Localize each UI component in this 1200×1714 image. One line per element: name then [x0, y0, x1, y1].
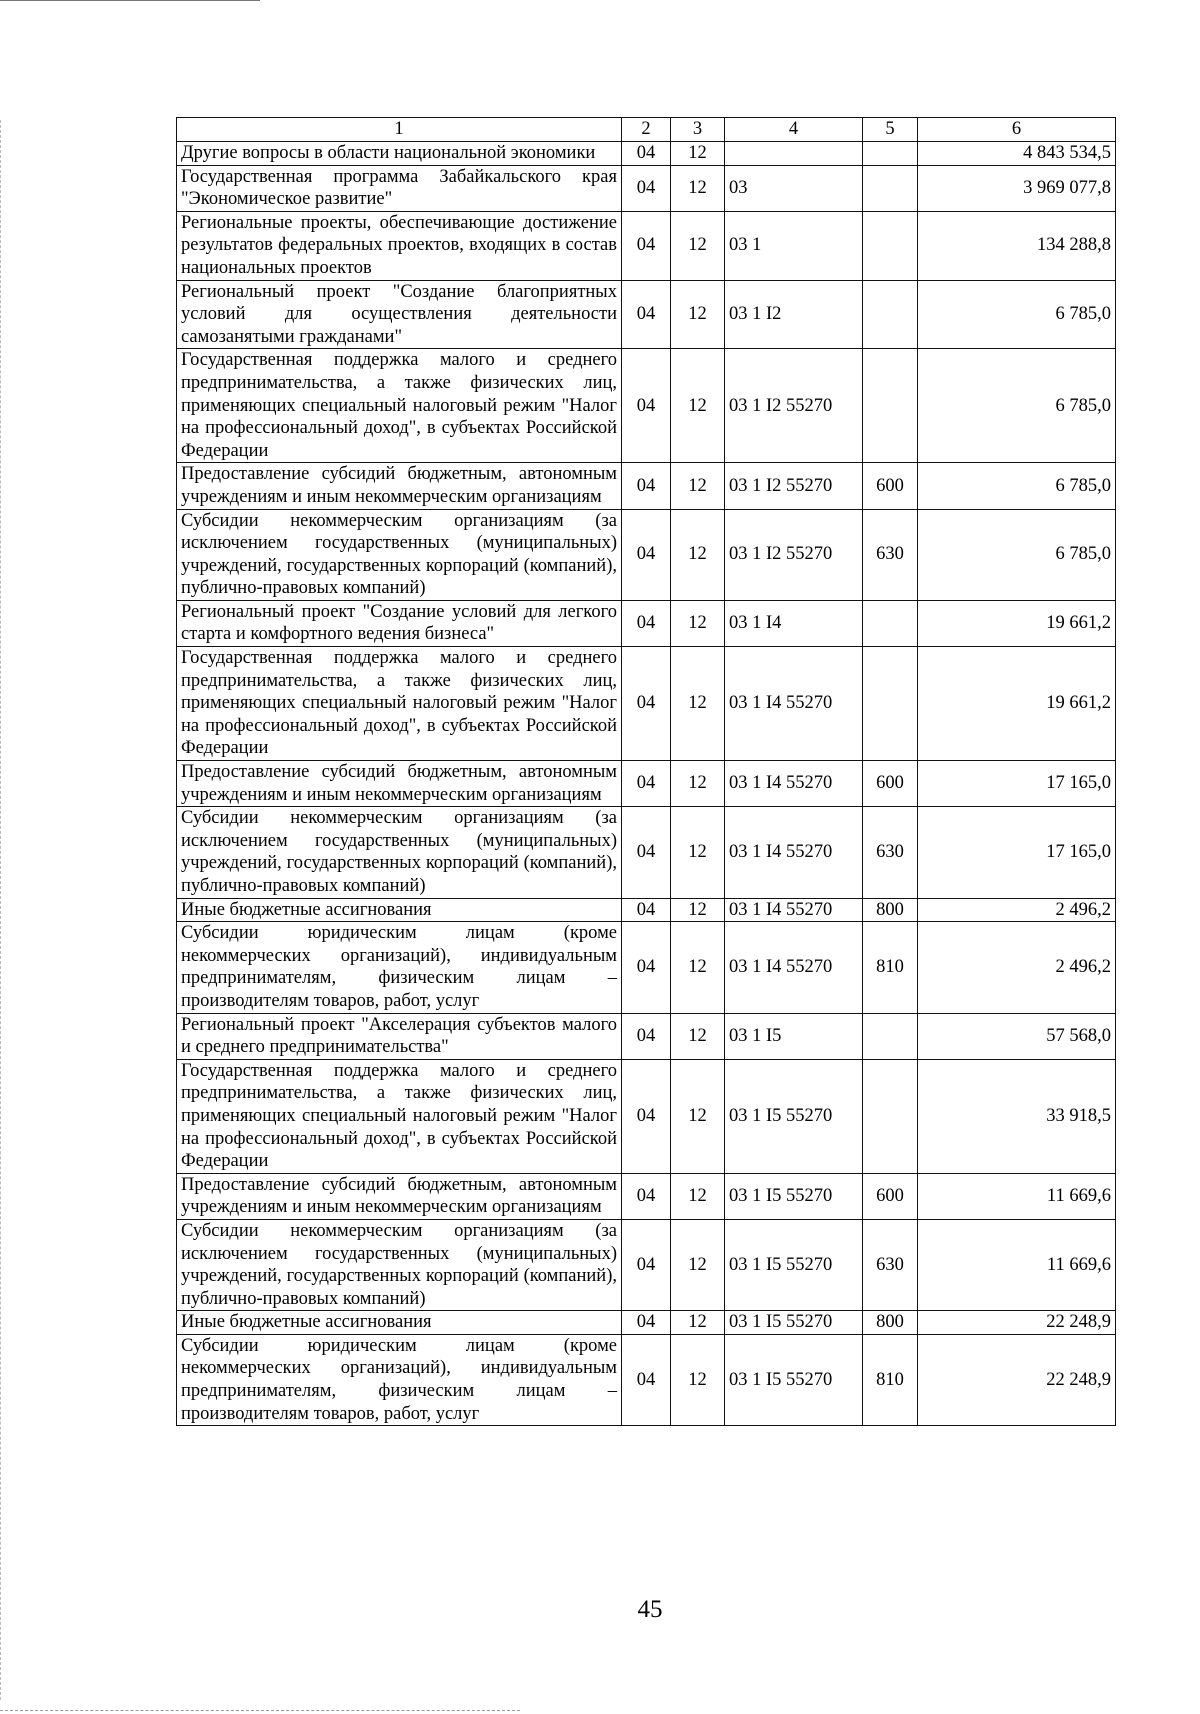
table-row: [177, 349, 1116, 463]
section-code-cell: 04: [622, 280, 671, 349]
subsection-code-cell: 12: [671, 349, 725, 463]
amount-cell: 33 918,5: [918, 1059, 1116, 1173]
expense-type-cell: [863, 647, 918, 761]
section-code-cell: 04: [622, 165, 671, 211]
column-header: 4: [725, 118, 863, 142]
expense-type-cell: 800: [863, 1311, 918, 1335]
row-name-cell: Предоставление субсидий бюджетным, автономным учреждениям и иным некоммерческим организациям: [177, 761, 622, 807]
table-body: [177, 142, 1116, 1426]
section-code-cell: 04: [622, 898, 671, 922]
budget-table: [176, 117, 1116, 1426]
row-name-cell: Государственная поддержка малого и среднего предпринимательства, а также физических лиц, применяющих специальный налоговый режим "Налог на профессиональный доход", в субъектах Российской Федерации: [177, 1059, 622, 1173]
expense-type-cell: [863, 280, 918, 349]
table-row: [177, 142, 1116, 166]
amount-cell: 11 669,6: [918, 1219, 1116, 1310]
amount-cell: 6 785,0: [918, 280, 1116, 349]
column-header: 2: [622, 118, 671, 142]
section-code-cell: 04: [622, 1059, 671, 1173]
section-code-cell: 04: [622, 647, 671, 761]
target-article-cell: 03 1 I4: [725, 600, 863, 646]
column-header: 5: [863, 118, 918, 142]
subsection-code-cell: 12: [671, 1013, 725, 1059]
table-row: [177, 761, 1116, 807]
amount-cell: 2 496,2: [918, 922, 1116, 1013]
row-name-cell: Предоставление субсидий бюджетным, автономным учреждениям и иным некоммерческим организациям: [177, 463, 622, 509]
expense-type-cell: [863, 1059, 918, 1173]
table-header-row: [177, 118, 1116, 142]
amount-cell: 6 785,0: [918, 349, 1116, 463]
subsection-code-cell: 12: [671, 211, 725, 280]
expense-type-cell: [863, 211, 918, 280]
table-row: [177, 898, 1116, 922]
expense-type-cell: [863, 142, 918, 166]
table-row: [177, 1311, 1116, 1335]
row-name-cell: Региональные проекты, обеспечивающие достижение результатов федеральных проектов, входящих в состав национальных проектов: [177, 211, 622, 280]
target-article-cell: 03 1 I5 55270: [725, 1334, 863, 1425]
subsection-code-cell: 12: [671, 922, 725, 1013]
table-row: [177, 1013, 1116, 1059]
table-row: [177, 509, 1116, 600]
target-article-cell: 03: [725, 165, 863, 211]
amount-cell: 6 785,0: [918, 509, 1116, 600]
expense-type-cell: 630: [863, 1219, 918, 1310]
table-row: [177, 463, 1116, 509]
target-article-cell: 03 1 I5: [725, 1013, 863, 1059]
row-name-cell: Региональный проект "Создание условий для легкого старта и комфортного ведения бизнеса": [177, 600, 622, 646]
target-article-cell: 03 1 I2 55270: [725, 509, 863, 600]
table-row: [177, 211, 1116, 280]
expense-type-cell: [863, 600, 918, 646]
row-name-cell: Региональный проект "Создание благоприятных условий для осуществления деятельности самозанятыми гражданами": [177, 280, 622, 349]
subsection-code-cell: 12: [671, 1219, 725, 1310]
expense-type-cell: 630: [863, 807, 918, 898]
column-header: 3: [671, 118, 725, 142]
subsection-code-cell: 12: [671, 1311, 725, 1335]
table-row: [177, 807, 1116, 898]
column-header: 1: [177, 118, 622, 142]
target-article-cell: 03 1 I2 55270: [725, 349, 863, 463]
amount-cell: 17 165,0: [918, 761, 1116, 807]
subsection-code-cell: 12: [671, 1059, 725, 1173]
subsection-code-cell: 12: [671, 142, 725, 166]
scan-edge-line: [0, 1710, 520, 1711]
row-name-cell: Государственная программа Забайкальского края "Экономическое развитие": [177, 165, 622, 211]
section-code-cell: 04: [622, 142, 671, 166]
section-code-cell: 04: [622, 463, 671, 509]
expense-type-cell: [863, 1013, 918, 1059]
target-article-cell: 03 1 I4 55270: [725, 898, 863, 922]
amount-cell: 2 496,2: [918, 898, 1116, 922]
subsection-code-cell: 12: [671, 761, 725, 807]
subsection-code-cell: 12: [671, 1334, 725, 1425]
expense-type-cell: [863, 349, 918, 463]
table-row: [177, 922, 1116, 1013]
amount-cell: 3 969 077,8: [918, 165, 1116, 211]
section-code-cell: 04: [622, 211, 671, 280]
subsection-code-cell: 12: [671, 509, 725, 600]
section-code-cell: 04: [622, 1311, 671, 1335]
expense-type-cell: 600: [863, 761, 918, 807]
target-article-cell: 03 1: [725, 211, 863, 280]
section-code-cell: 04: [622, 509, 671, 600]
subsection-code-cell: 12: [671, 1173, 725, 1219]
table-row: [177, 647, 1116, 761]
table-row: [177, 1219, 1116, 1310]
row-name-cell: Региональный проект "Акселерация субъектов малого и среднего предпринимательства": [177, 1013, 622, 1059]
amount-cell: 4 843 534,5: [918, 142, 1116, 166]
target-article-cell: 03 1 I5 55270: [725, 1311, 863, 1335]
row-name-cell: Другие вопросы в области национальной экономики: [177, 142, 622, 166]
expense-type-cell: 810: [863, 1334, 918, 1425]
row-name-cell: Иные бюджетные ассигнования: [177, 898, 622, 922]
row-name-cell: Субсидии некоммерческим организациям (за исключением государственных (муниципальных) учреждений, государственных корпораций (компаний), публично-правовых компаний): [177, 509, 622, 600]
target-article-cell: 03 1 I5 55270: [725, 1059, 863, 1173]
page-number: 45: [637, 1596, 663, 1623]
amount-cell: 19 661,2: [918, 600, 1116, 646]
subsection-code-cell: 12: [671, 600, 725, 646]
row-name-cell: Иные бюджетные ассигнования: [177, 1311, 622, 1335]
section-code-cell: 04: [622, 1013, 671, 1059]
target-article-cell: 03 1 I2: [725, 280, 863, 349]
amount-cell: 19 661,2: [918, 647, 1116, 761]
section-code-cell: 04: [622, 1173, 671, 1219]
section-code-cell: 04: [622, 1219, 671, 1310]
target-article-cell: 03 1 I4 55270: [725, 922, 863, 1013]
table-row: [177, 1334, 1116, 1425]
row-name-cell: Субсидии юридическим лицам (кроме некоммерческих организаций), индивидуальным предпринимателям, физическим лицам – производителям товаров, работ, услуг: [177, 922, 622, 1013]
row-name-cell: Предоставление субсидий бюджетным, автономным учреждениям и иным некоммерческим организациям: [177, 1173, 622, 1219]
section-code-cell: 04: [622, 600, 671, 646]
amount-cell: 17 165,0: [918, 807, 1116, 898]
target-article-cell: [725, 142, 863, 166]
row-name-cell: Государственная поддержка малого и среднего предпринимательства, а также физических лиц, применяющих специальный налоговый режим "Налог на профессиональный доход", в субъектах Российской Федерации: [177, 647, 622, 761]
amount-cell: 11 669,6: [918, 1173, 1116, 1219]
section-code-cell: 04: [622, 349, 671, 463]
table-row: [177, 1173, 1116, 1219]
scan-edge-line: [0, 0, 260, 1]
column-header: 6: [918, 118, 1116, 142]
amount-cell: 134 288,8: [918, 211, 1116, 280]
subsection-code-cell: 12: [671, 807, 725, 898]
subsection-code-cell: 12: [671, 647, 725, 761]
row-name-cell: Субсидии некоммерческим организациям (за исключением государственных (муниципальных) учреждений, государственных корпораций (компаний), публично-правовых компаний): [177, 1219, 622, 1310]
amount-cell: 22 248,9: [918, 1311, 1116, 1335]
expense-type-cell: 810: [863, 922, 918, 1013]
target-article-cell: 03 1 I4 55270: [725, 647, 863, 761]
scan-edge-line: [0, 120, 1, 1700]
expense-type-cell: 600: [863, 463, 918, 509]
target-article-cell: 03 1 I5 55270: [725, 1219, 863, 1310]
expense-type-cell: 800: [863, 898, 918, 922]
amount-cell: 6 785,0: [918, 463, 1116, 509]
section-code-cell: 04: [622, 807, 671, 898]
subsection-code-cell: 12: [671, 463, 725, 509]
expense-type-cell: 600: [863, 1173, 918, 1219]
subsection-code-cell: 12: [671, 280, 725, 349]
table-row: [177, 600, 1116, 646]
expense-type-cell: 630: [863, 509, 918, 600]
target-article-cell: 03 1 I4 55270: [725, 761, 863, 807]
row-name-cell: Субсидии некоммерческим организациям (за исключением государственных (муниципальных) учреждений, государственных корпораций (компаний), публично-правовых компаний): [177, 807, 622, 898]
table-row: [177, 1059, 1116, 1173]
target-article-cell: 03 1 I4 55270: [725, 807, 863, 898]
subsection-code-cell: 12: [671, 165, 725, 211]
target-article-cell: 03 1 I2 55270: [725, 463, 863, 509]
expense-type-cell: [863, 165, 918, 211]
amount-cell: 22 248,9: [918, 1334, 1116, 1425]
section-code-cell: 04: [622, 761, 671, 807]
row-name-cell: Государственная поддержка малого и среднего предпринимательства, а также физических лиц, применяющих специальный налоговый режим "Налог на профессиональный доход", в субъектах Российской Федерации: [177, 349, 622, 463]
amount-cell: 57 568,0: [918, 1013, 1116, 1059]
section-code-cell: 04: [622, 1334, 671, 1425]
table-row: [177, 165, 1116, 211]
table-row: [177, 280, 1116, 349]
subsection-code-cell: 12: [671, 898, 725, 922]
section-code-cell: 04: [622, 922, 671, 1013]
target-article-cell: 03 1 I5 55270: [725, 1173, 863, 1219]
row-name-cell: Субсидии юридическим лицам (кроме некоммерческих организаций), индивидуальным предпринимателям, физическим лицам – производителям товаров, работ, услуг: [177, 1334, 622, 1425]
